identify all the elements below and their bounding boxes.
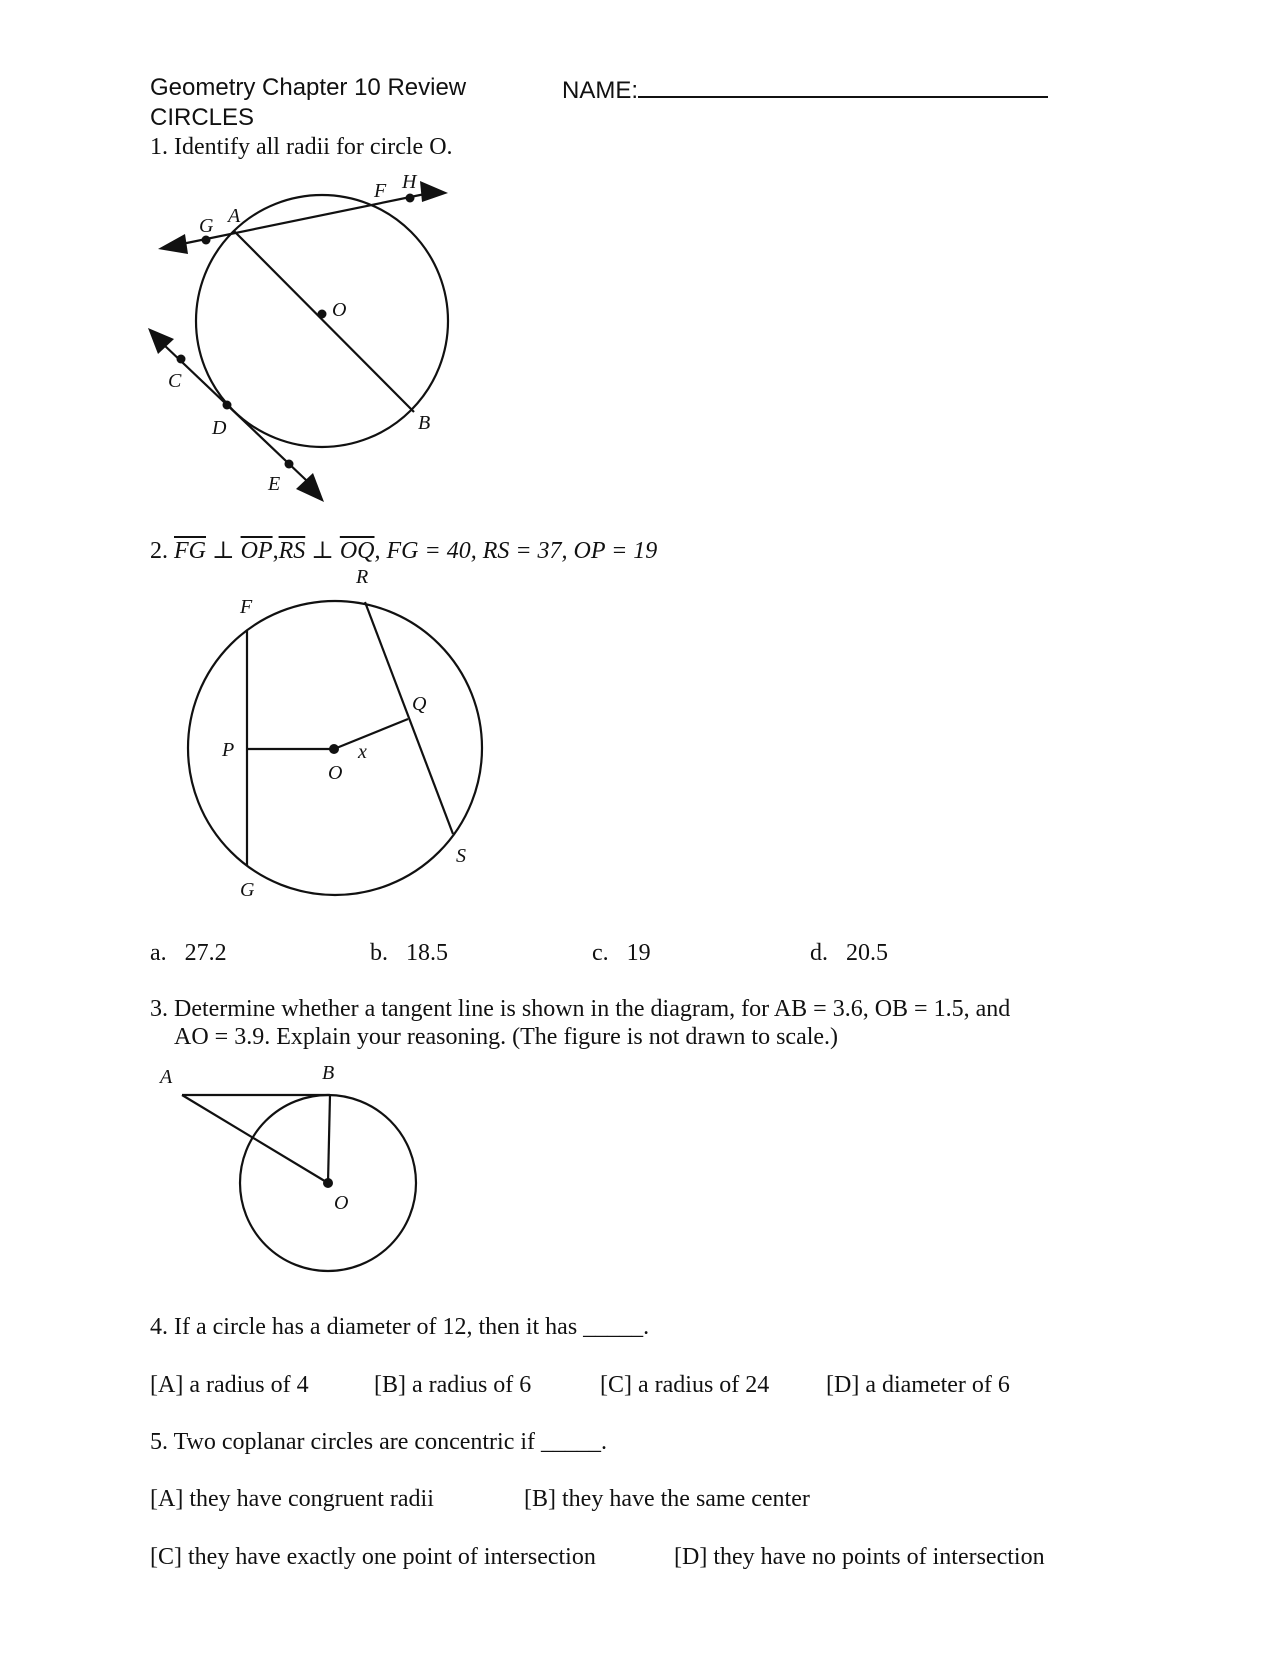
q2-label-p: P	[222, 739, 235, 761]
q5-choice-d[interactable]: [D] they have no points of intersection	[674, 1544, 1045, 1570]
q3-label-a: A	[160, 1066, 173, 1088]
q2-perp-symbol-2: ⊥	[311, 538, 334, 564]
q2-choice-letter: d.	[810, 940, 828, 966]
q2-label-x: x	[358, 741, 367, 763]
q3-segment-ob	[328, 1095, 330, 1183]
q3-text-line1: 3. Determine whether a tangent line is shown in the diagram, for AB = 3.6, OB = 1.5, and	[150, 996, 1011, 1022]
q2-choice-letter: b.	[370, 940, 388, 966]
q1-label-a: A	[228, 205, 241, 227]
q1-label-b: B	[418, 412, 431, 434]
q4-choice-c[interactable]: [C] a radius of 24	[600, 1372, 770, 1398]
q5-choice-b[interactable]: [B] they have the same center	[524, 1486, 810, 1512]
q2-label-o: O	[328, 762, 343, 784]
q3-label-o: O	[334, 1192, 349, 1214]
q1-label-o: O	[332, 299, 347, 321]
q4-choice-d[interactable]: [D] a diameter of 6	[826, 1372, 1010, 1398]
q2-label-g: G	[240, 879, 255, 901]
q1-label-h: H	[402, 171, 417, 193]
q2-label-q: Q	[412, 693, 427, 715]
q1-label-g: G	[199, 215, 214, 237]
q3-center-point	[323, 1178, 333, 1188]
q2-label-r: R	[356, 566, 369, 588]
q3-text-line2: AO = 3.9. Explain your reasoning. (The figure is not drawn to scale.)	[174, 1024, 839, 1050]
q2-choice-value: 20.5	[846, 940, 888, 966]
q2-statement: 2. $\overline{FG}$ ⊥ $\overline{OP},\overline{RS}$ ⊥ $\overline{OQ}$, FG = 40, RS = 37, OP = 19	[150, 538, 658, 564]
q4-choice-a[interactable]: [A] a radius of 4	[150, 1372, 309, 1398]
q2-choice-value: 27.2	[184, 940, 227, 966]
q3-segment-ao	[182, 1095, 328, 1183]
q2-choice-value: 18.5	[406, 940, 448, 966]
q2-choice-letter: a.	[150, 940, 167, 966]
q5-choice-c[interactable]: [C] they have exactly one point of intersection	[150, 1544, 596, 1570]
name-label: NAME:	[562, 77, 639, 104]
q2-segment-op: $\overline{OP}$	[240, 538, 273, 564]
q1-label-f: F	[374, 180, 387, 202]
q2-number: 2.	[150, 538, 168, 564]
q1-text: 1. Identify all radii for circle O.	[150, 134, 453, 160]
q2-givens: , FG = 40, RS = 37, OP = 19	[374, 538, 658, 564]
q2-label-s: S	[456, 845, 466, 867]
q5-text: 5. Two coplanar circles are concentric if _____.	[150, 1429, 608, 1455]
q3-label-b: B	[322, 1062, 335, 1084]
q2-label-f: F	[240, 596, 253, 618]
q1-label-e: E	[268, 473, 281, 495]
q4-text: 4. If a circle has a diameter of 12, then it has _____.	[150, 1314, 650, 1340]
q2-choice-letter: c.	[592, 940, 609, 966]
q2-segment-oq: $\overline{OQ}$	[339, 538, 375, 564]
q2-perp-symbol-1: ⊥	[212, 538, 235, 564]
q2-segment-fg: $\overline{FG}$	[174, 538, 206, 564]
q1-label-c: C	[168, 370, 182, 392]
q2-segment-rs: $\overline{RS}$	[278, 538, 306, 564]
worksheet-title: Geometry Chapter 10 Review	[150, 74, 467, 101]
q2-choice-value: 19	[626, 940, 651, 966]
q1-label-d: D	[212, 417, 227, 439]
q4-choice-b[interactable]: [B] a radius of 6	[374, 1372, 532, 1398]
worksheet-subtitle: CIRCLES	[150, 104, 255, 131]
q5-choice-a[interactable]: [A] they have congruent radii	[150, 1486, 434, 1512]
